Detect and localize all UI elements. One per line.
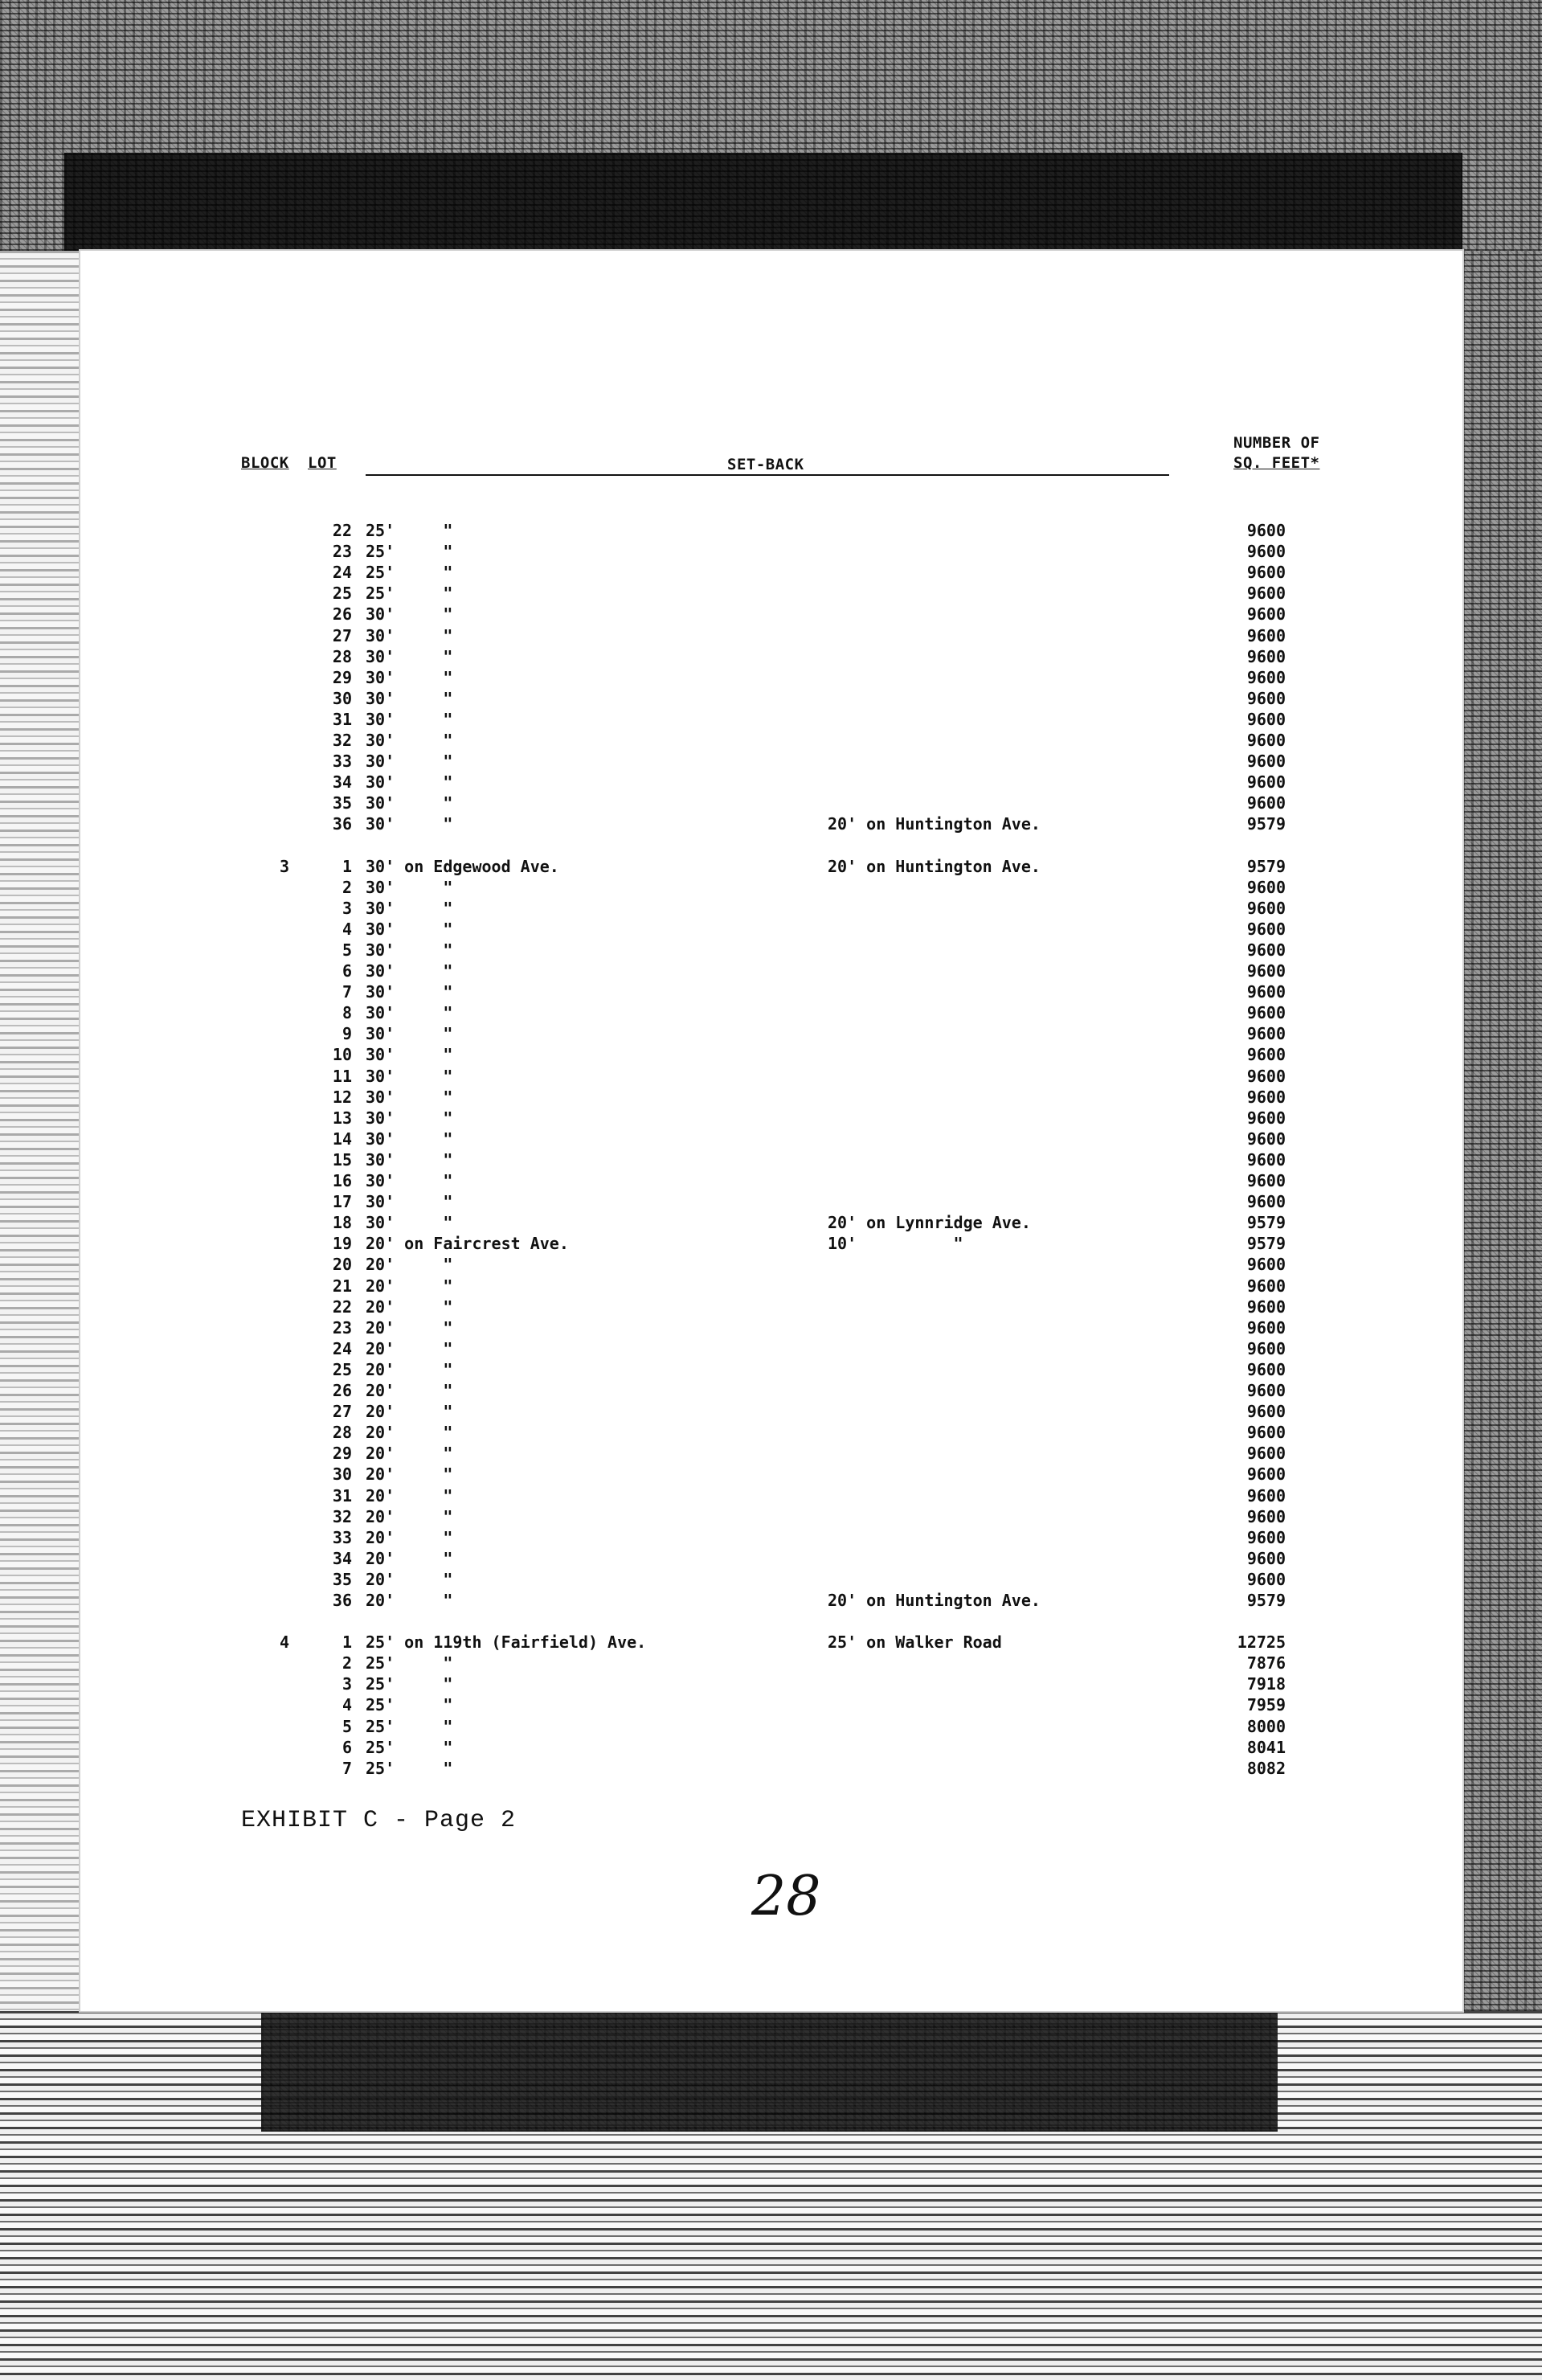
lot-cell: 7 <box>342 1758 352 1778</box>
document-page <box>80 251 1462 2011</box>
table-row <box>80 646 1462 667</box>
setback-primary-cell: 20' " <box>366 1423 453 1443</box>
lot-cell: 23 <box>332 1317 352 1337</box>
lot-cell: 26 <box>332 604 352 625</box>
setback-primary-cell: 30' " <box>366 793 453 813</box>
setback-primary-cell: 30' on Edgewood Ave. <box>366 856 559 876</box>
sqft-cell: 9600 <box>1246 1527 1286 1547</box>
setback-primary-cell: 30' " <box>366 1045 453 1065</box>
setback-primary-cell: 20' " <box>366 1381 453 1400</box>
table-row <box>80 1002 1462 1023</box>
sqft-cell: 9600 <box>1246 1444 1286 1464</box>
sqft-cell: 9600 <box>1246 563 1286 583</box>
setback-secondary-cell: 20' on Lynnridge Ave. <box>828 1213 1031 1233</box>
lot-cell: 16 <box>332 1171 352 1190</box>
setback-primary-cell: 20' " <box>366 1444 453 1464</box>
table-row <box>80 1297 1462 1317</box>
sqft-cell: 9600 <box>1246 961 1286 981</box>
sqft-cell: 9600 <box>1246 542 1286 562</box>
lot-cell: 36 <box>332 814 352 834</box>
table-row <box>80 1632 1462 1653</box>
setback-primary-cell: 25' " <box>366 542 453 562</box>
table-row <box>80 1422 1462 1443</box>
lot-cell: 4 <box>342 919 352 939</box>
lot-cell: 34 <box>332 1548 352 1568</box>
scan-stripes-left <box>0 251 80 2011</box>
sqft-cell: 9579 <box>1246 1213 1286 1233</box>
lot-cell: 35 <box>332 793 352 813</box>
sqft-cell: 9600 <box>1246 1192 1286 1212</box>
sqft-cell: 9600 <box>1246 1464 1286 1485</box>
table-row <box>80 1464 1462 1485</box>
lot-cell: 23 <box>332 542 352 562</box>
sqft-cell: 9600 <box>1246 1359 1286 1379</box>
setback-primary-cell: 30' " <box>366 1024 453 1044</box>
setback-primary-cell: 30' " <box>366 1087 453 1107</box>
setback-primary-cell: 20' " <box>366 1548 453 1568</box>
lot-cell: 20 <box>332 1255 352 1275</box>
sqft-cell: 9600 <box>1246 1548 1286 1568</box>
lot-cell: 31 <box>332 709 352 729</box>
lot-cell: 9 <box>342 1024 352 1044</box>
lot-cell: 24 <box>332 563 352 583</box>
lot-cell: 8 <box>342 1003 352 1023</box>
sqft-cell: 9600 <box>1246 1024 1286 1044</box>
sqft-cell: 9579 <box>1246 814 1286 834</box>
scan-noise-bottom-dark-2 <box>261 2011 1278 2132</box>
lot-cell: 12 <box>332 1087 352 1107</box>
sqft-cell: 9600 <box>1246 1045 1286 1065</box>
sqft-cell: 9600 <box>1246 731 1286 750</box>
setback-primary-cell: 30' " <box>366 1003 453 1023</box>
col-header-block: BLOCK <box>241 454 289 472</box>
setback-primary-cell: 20' " <box>366 1276 453 1296</box>
setback-primary-cell: 20' " <box>366 1359 453 1379</box>
sqft-cell: 9600 <box>1246 1149 1286 1170</box>
lot-cell: 3 <box>342 898 352 918</box>
setback-primary-cell: 30' " <box>366 1108 453 1128</box>
lot-cell: 5 <box>342 940 352 960</box>
sqft-cell: 9600 <box>1246 1297 1286 1317</box>
lot-cell: 32 <box>332 1506 352 1526</box>
setback-primary-cell: 30' " <box>366 898 453 918</box>
sqft-cell: 9600 <box>1246 1066 1286 1086</box>
sqft-cell: 9600 <box>1246 982 1286 1002</box>
sqft-cell: 9600 <box>1246 1402 1286 1422</box>
lot-cell: 1 <box>342 856 352 876</box>
sqft-cell: 9600 <box>1246 1317 1286 1337</box>
lot-cell: 17 <box>332 1192 352 1212</box>
setback-primary-cell: 30' " <box>366 961 453 981</box>
table-row <box>80 730 1462 751</box>
table-row <box>80 877 1462 898</box>
sqft-cell: 9600 <box>1246 1087 1286 1107</box>
lot-cell: 28 <box>332 1423 352 1443</box>
table-row <box>80 772 1462 793</box>
sqft-cell: 8041 <box>1246 1737 1286 1757</box>
lot-cell: 30 <box>332 1464 352 1485</box>
table-row <box>80 520 1462 541</box>
sqft-cell: 9600 <box>1246 1255 1286 1275</box>
table-row <box>80 1569 1462 1590</box>
table-row <box>80 1443 1462 1464</box>
sqft-cell: 12725 <box>1237 1632 1286 1653</box>
sqft-cell: 9600 <box>1246 940 1286 960</box>
setback-primary-cell: 25' " <box>366 1653 453 1673</box>
sqft-cell: 7959 <box>1246 1695 1286 1715</box>
lot-cell: 32 <box>332 731 352 750</box>
setback-secondary-cell: 20' on Huntington Ave. <box>828 1591 1041 1610</box>
sqft-cell: 9600 <box>1246 772 1286 793</box>
setback-primary-cell: 30' " <box>366 1213 453 1233</box>
setback-primary-cell: 30' " <box>366 1149 453 1170</box>
table-row <box>80 1044 1462 1065</box>
lot-cell: 5 <box>342 1716 352 1736</box>
sqft-cell: 9600 <box>1246 1003 1286 1023</box>
sqft-cell: 9600 <box>1246 898 1286 918</box>
setback-secondary-cell: 10' " <box>828 1234 963 1254</box>
setback-primary-cell: 20' " <box>366 1317 453 1337</box>
table-row <box>80 1023 1462 1044</box>
setback-primary-cell: 20' " <box>366 1338 453 1358</box>
lot-cell: 6 <box>342 961 352 981</box>
table-row <box>80 1233 1462 1254</box>
sqft-cell: 9579 <box>1246 1591 1286 1610</box>
setback-primary-cell: 25' " <box>366 1674 453 1694</box>
setback-primary-cell: 25' " <box>366 584 453 604</box>
setback-primary-cell: 30' " <box>366 646 453 666</box>
sqft-cell: 9600 <box>1246 877 1286 897</box>
lot-cell: 25 <box>332 1359 352 1379</box>
sqft-cell: 9600 <box>1246 625 1286 645</box>
table-row <box>80 562 1462 583</box>
sqft-cell: 9600 <box>1246 1506 1286 1526</box>
table-row <box>80 1129 1462 1149</box>
sqft-cell: 9600 <box>1246 584 1286 604</box>
table-row <box>80 1506 1462 1527</box>
setback-primary-cell: 25' " <box>366 1716 453 1736</box>
sqft-cell: 9600 <box>1246 604 1286 625</box>
lot-cell: 33 <box>332 1527 352 1547</box>
lot-cell: 18 <box>332 1213 352 1233</box>
table-row <box>80 961 1462 981</box>
table-row <box>80 667 1462 688</box>
table-row <box>80 1737 1462 1758</box>
sqft-cell: 7918 <box>1246 1674 1286 1694</box>
table-row <box>80 1276 1462 1297</box>
lot-cell: 21 <box>332 1276 352 1296</box>
setback-primary-cell: 30' " <box>366 688 453 708</box>
block-cell: 3 <box>279 856 289 876</box>
lot-cell: 36 <box>332 1591 352 1610</box>
sqft-cell: 9600 <box>1246 1338 1286 1358</box>
table-row <box>80 604 1462 625</box>
table-row <box>80 1359 1462 1380</box>
sqft-cell: 9600 <box>1246 1108 1286 1128</box>
setback-primary-cell: 30' " <box>366 752 453 772</box>
setback-primary-cell: 30' " <box>366 731 453 750</box>
table-row <box>80 1149 1462 1170</box>
sqft-cell: 9600 <box>1246 752 1286 772</box>
table-row <box>80 1066 1462 1087</box>
sqft-cell: 9600 <box>1246 521 1286 540</box>
sqft-cell: 9600 <box>1246 646 1286 666</box>
table-row <box>80 813 1462 834</box>
setback-primary-cell: 20' " <box>366 1569 453 1589</box>
table-row <box>80 1716 1462 1737</box>
lot-cell: 19 <box>332 1234 352 1254</box>
table-row <box>80 1191 1462 1212</box>
table-row <box>80 1758 1462 1779</box>
table-row <box>80 688 1462 709</box>
lot-cell: 14 <box>332 1129 352 1149</box>
lot-cell: 1 <box>342 1632 352 1653</box>
sqft-cell: 8082 <box>1246 1758 1286 1778</box>
lot-cell: 34 <box>332 772 352 793</box>
setback-primary-cell: 20' " <box>366 1464 453 1485</box>
scan-noise-right <box>1462 251 1542 2011</box>
setback-primary-cell: 20' " <box>366 1591 453 1610</box>
table-row <box>80 751 1462 772</box>
setback-primary-cell: 30' " <box>366 877 453 897</box>
setback-primary-cell: 25' " <box>366 563 453 583</box>
lot-cell: 2 <box>342 1653 352 1673</box>
sqft-cell: 9600 <box>1246 919 1286 939</box>
setback-primary-cell: 30' " <box>366 1129 453 1149</box>
sqft-cell: 9600 <box>1246 1276 1286 1296</box>
setback-primary-cell: 30' " <box>366 667 453 687</box>
sqft-cell: 9579 <box>1246 1234 1286 1254</box>
table-row <box>80 583 1462 604</box>
setback-primary-cell: 20' on Faircrest Ave. <box>366 1234 569 1254</box>
setback-primary-cell: 30' " <box>366 1066 453 1086</box>
sqft-cell: 9600 <box>1246 1485 1286 1505</box>
setback-primary-cell: 20' " <box>366 1506 453 1526</box>
table-row <box>80 1485 1462 1506</box>
lot-cell: 30 <box>332 688 352 708</box>
table-row <box>80 1380 1462 1401</box>
lot-cell: 3 <box>342 1674 352 1694</box>
table-row <box>80 1653 1462 1673</box>
table-row <box>80 898 1462 919</box>
lot-cell: 11 <box>332 1066 352 1086</box>
lot-cell: 7 <box>342 982 352 1002</box>
handwritten-page-number: 28 <box>751 1865 821 1928</box>
setback-primary-cell: 30' " <box>366 982 453 1002</box>
setback-primary-cell: 30' " <box>366 1192 453 1212</box>
setback-rule <box>366 474 1169 476</box>
setback-secondary-cell: 20' on Huntington Ave. <box>828 856 1041 876</box>
setback-primary-cell: 20' " <box>366 1255 453 1275</box>
sqft-cell: 7876 <box>1246 1653 1286 1673</box>
lot-cell: 22 <box>332 521 352 540</box>
table-row <box>80 1254 1462 1275</box>
setback-primary-cell: 30' " <box>366 814 453 834</box>
table-row <box>80 1548 1462 1569</box>
table-row <box>80 625 1462 646</box>
lot-cell: 33 <box>332 752 352 772</box>
table-row <box>80 1212 1462 1233</box>
setback-primary-cell: 25' " <box>366 1758 453 1778</box>
exhibit-footer: EXHIBIT C - Page 2 <box>241 1807 517 1834</box>
table-row <box>80 1317 1462 1338</box>
lot-cell: 2 <box>342 877 352 897</box>
setback-secondary-cell: 20' on Huntington Ave. <box>828 814 1041 834</box>
sqft-cell: 9600 <box>1246 1171 1286 1190</box>
table-row <box>80 981 1462 1002</box>
sqft-cell: 9600 <box>1246 688 1286 708</box>
setback-primary-cell: 30' " <box>366 940 453 960</box>
table-row <box>80 1087 1462 1108</box>
sqft-cell: 9600 <box>1246 1381 1286 1400</box>
setback-primary-cell: 20' " <box>366 1485 453 1505</box>
table-row <box>80 919 1462 940</box>
table-row <box>80 1694 1462 1715</box>
lot-cell: 4 <box>342 1695 352 1715</box>
col-header-sqft-line2: SQ. FEET* <box>1233 454 1320 472</box>
setback-primary-cell: 20' " <box>366 1297 453 1317</box>
lot-cell: 27 <box>332 625 352 645</box>
table-row <box>80 1170 1462 1191</box>
lot-cell: 10 <box>332 1045 352 1065</box>
lot-cell: 24 <box>332 1338 352 1358</box>
setback-primary-cell: 25' " <box>366 1695 453 1715</box>
setback-primary-cell: 30' " <box>366 709 453 729</box>
setback-primary-cell: 30' " <box>366 772 453 793</box>
block-cell: 4 <box>279 1632 289 1653</box>
lot-cell: 22 <box>332 1297 352 1317</box>
table-row <box>80 709 1462 730</box>
col-header-setback: SET-BACK <box>727 456 804 473</box>
col-header-lot: LOT <box>308 454 337 472</box>
col-header-sqft-line1: NUMBER OF <box>1233 434 1320 452</box>
lot-cell: 6 <box>342 1737 352 1757</box>
lot-cell: 27 <box>332 1402 352 1422</box>
sqft-cell: 9600 <box>1246 1423 1286 1443</box>
scan-noise-top-dark <box>64 153 1462 251</box>
table-row <box>80 1673 1462 1694</box>
sqft-cell: 9600 <box>1246 1569 1286 1589</box>
lot-cell: 26 <box>332 1381 352 1400</box>
table-row <box>80 1401 1462 1422</box>
lot-cell: 25 <box>332 584 352 604</box>
lot-cell: 29 <box>332 1444 352 1464</box>
setback-primary-cell: 30' " <box>366 604 453 625</box>
table-row <box>80 1338 1462 1359</box>
sqft-cell: 9600 <box>1246 709 1286 729</box>
lot-cell: 29 <box>332 667 352 687</box>
sqft-cell: 9600 <box>1246 1129 1286 1149</box>
setback-secondary-cell: 25' on Walker Road <box>828 1632 1002 1653</box>
table-row <box>80 1590 1462 1611</box>
setback-primary-cell: 25' on 119th (Fairfield) Ave. <box>366 1632 647 1653</box>
sqft-cell: 9600 <box>1246 793 1286 813</box>
sqft-cell: 8000 <box>1246 1716 1286 1736</box>
lot-cell: 31 <box>332 1485 352 1505</box>
setback-primary-cell: 30' " <box>366 919 453 939</box>
sqft-cell: 9600 <box>1246 667 1286 687</box>
table-row <box>80 940 1462 961</box>
table-row <box>80 1527 1462 1548</box>
setback-primary-cell: 25' " <box>366 1737 453 1757</box>
setback-primary-cell: 30' " <box>366 1171 453 1190</box>
table-row <box>80 793 1462 813</box>
sqft-cell: 9579 <box>1246 856 1286 876</box>
setback-primary-cell: 20' " <box>366 1527 453 1547</box>
lot-cell: 28 <box>332 646 352 666</box>
table-row <box>80 1108 1462 1129</box>
setback-primary-cell: 20' " <box>366 1402 453 1422</box>
setback-primary-cell: 30' " <box>366 625 453 645</box>
table-row <box>80 856 1462 877</box>
lot-cell: 15 <box>332 1149 352 1170</box>
lot-cell: 13 <box>332 1108 352 1128</box>
table-row <box>80 541 1462 562</box>
setback-primary-cell: 25' " <box>366 521 453 540</box>
lot-cell: 35 <box>332 1569 352 1589</box>
